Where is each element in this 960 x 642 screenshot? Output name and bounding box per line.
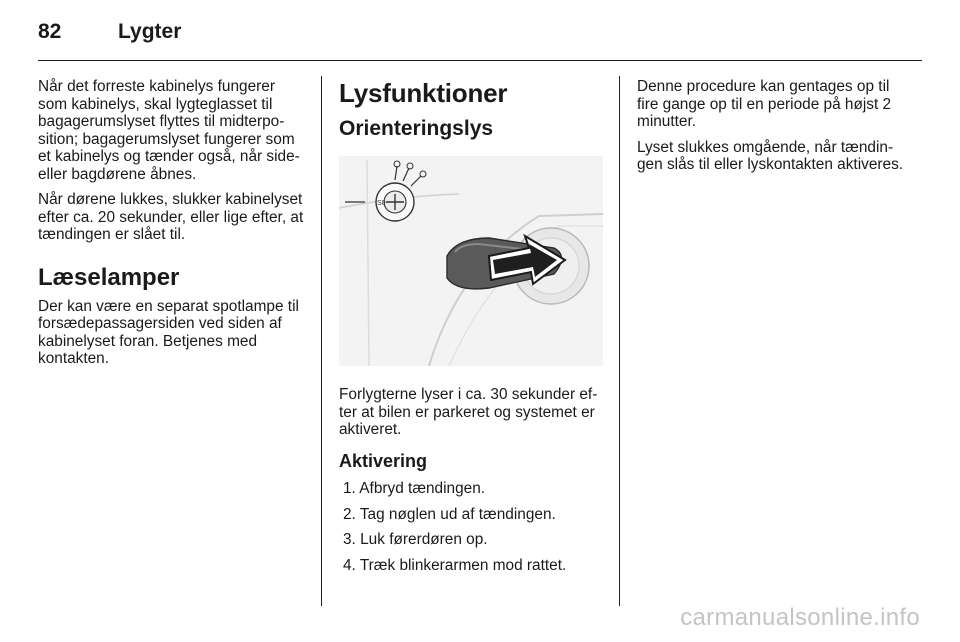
heading-laeselamper: Læselamper [38,263,180,291]
paragraph: Når det forreste kabinelys fungerer som kabinelys, skal lygteglasset til bagagerumslyset flyttes til midterposition; bagagerumslyset fungerer som et kabinelys og tænder også, når side- eller bagdørene åbnes. [38,78,300,183]
list-item: 2. Tag nøglen ud af tændingen. [343,505,556,523]
list-item: 1. Afbryd tændingen. [343,480,486,497]
watermark: carmanualsonline.info [680,604,920,631]
paragraph: Lyset slukkes omgående, når tændingen slås til eller lyskontakten aktiveres. [637,138,904,173]
heading-lysfunktioner: Lysfunktioner [339,78,508,108]
section-title: Lygter [118,20,182,43]
heading-aktivering: Aktivering [339,450,428,471]
paragraph: Denne procedure kan gentages op til fire gange op til en periode på højst 2 minutter. [637,78,892,130]
list-item: 3. Luk førerdøren op. [343,531,488,548]
header-rule [38,60,922,61]
column-left [38,78,306,376]
column-divider-left [321,76,322,606]
paragraph: Der kan være en separat spotlampe til forsædepassagersiden ved siden af kabinelyset foran. Betjenes med kontakten. [38,297,299,367]
column-right [637,78,905,182]
column-middle [339,78,603,582]
light-switch-illustration [339,156,603,366]
page-number: 82 [38,20,62,43]
paragraph: Når dørene lukkes, slukker kabinelyset efter ca. 20 sekunder, eller lige efter, at tændingen er slået til. [38,191,304,243]
list-item: 4. Træk blinkerarmen mod rattet. [343,556,567,574]
figure-caption: Forlygterne lyser i ca. 30 sekunder efter at bilen er parkeret og systemet er aktiveret. [339,386,598,438]
heading-orienteringslys: Orienteringslys [339,117,494,140]
activation-steps [339,480,603,574]
dial-label: S0 [377,200,386,207]
column-divider-right [619,76,620,606]
